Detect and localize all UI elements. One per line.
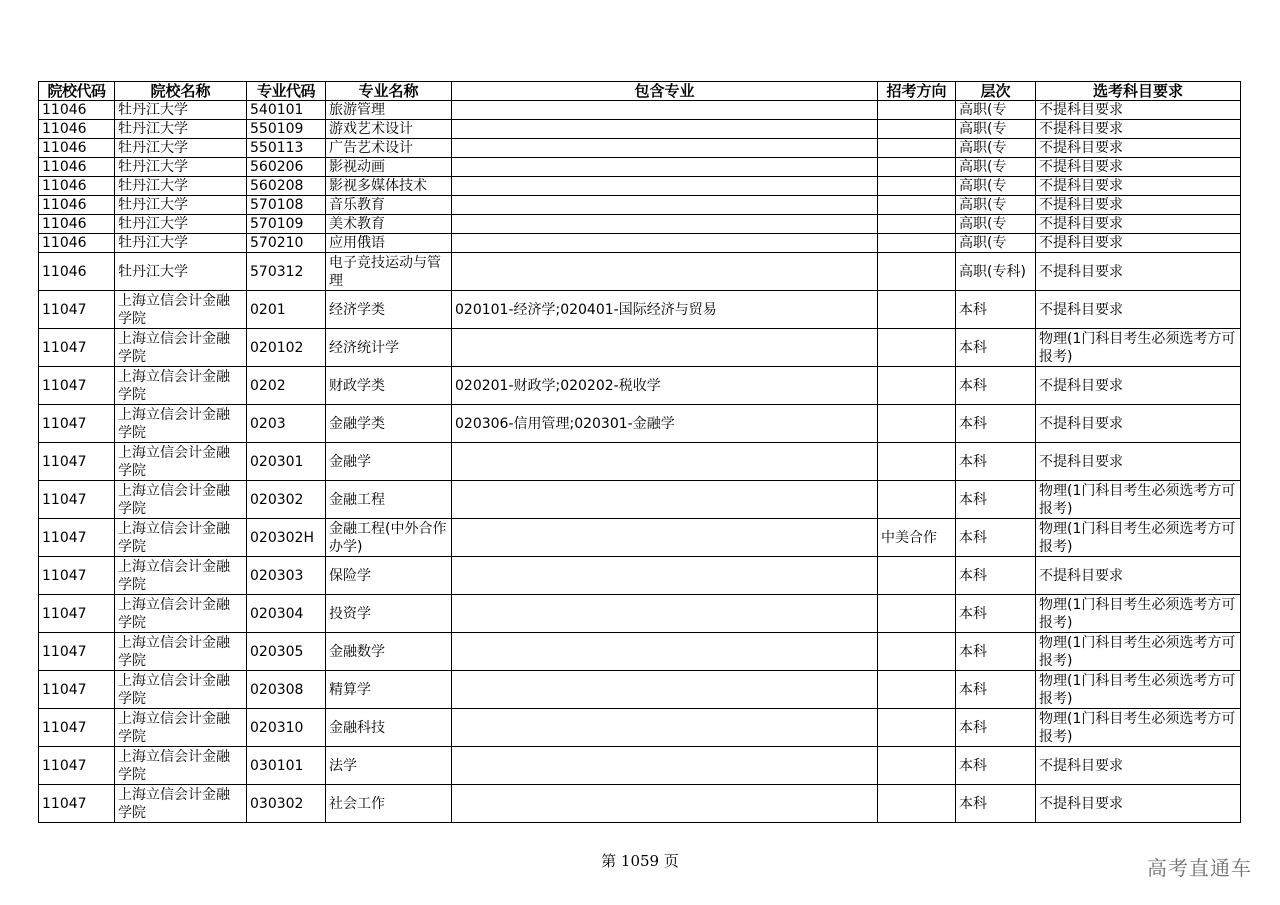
cell-school-code: 11047 [39, 405, 115, 443]
cell-subject-requirement: 物理(1门科目考生必须选考方可报考) [1036, 595, 1241, 633]
cell-major-name: 影视动画 [326, 158, 452, 177]
cell-level: 高职(专 [956, 139, 1036, 158]
cell-level: 本科 [956, 329, 1036, 367]
cell-subject-requirement: 不提科目要求 [1036, 747, 1241, 785]
cell-level: 本科 [956, 595, 1036, 633]
cell-school-name: 上海立信会计金融学院 [115, 519, 247, 557]
cell-major-code: 570108 [247, 196, 326, 215]
cell-school-name: 上海立信会计金融学院 [115, 595, 247, 633]
cell-school-name: 上海立信会计金融学院 [115, 481, 247, 519]
cell-subject-requirement: 物理(1门科目考生必须选考方可报考) [1036, 481, 1241, 519]
cell-school-name: 上海立信会计金融学院 [115, 671, 247, 709]
cell-school-name: 上海立信会计金融学院 [115, 405, 247, 443]
cell-major-name: 电子竞技运动与管理 [326, 253, 452, 291]
table-row [39, 747, 1241, 785]
cell-subject-requirement: 不提科目要求 [1036, 557, 1241, 595]
cell-major-name: 应用俄语 [326, 234, 452, 253]
table-row [39, 101, 1241, 120]
cell-major-code: 030101 [247, 747, 326, 785]
cell-direction [878, 158, 956, 177]
cell-included-majors [452, 595, 878, 633]
cell-direction [878, 443, 956, 481]
cell-included-majors [452, 196, 878, 215]
cell-subject-requirement: 不提科目要求 [1036, 196, 1241, 215]
cell-major-name: 金融数学 [326, 633, 452, 671]
cell-direction [878, 196, 956, 215]
cell-subject-requirement: 不提科目要求 [1036, 158, 1241, 177]
cell-subject-requirement: 不提科目要求 [1036, 785, 1241, 823]
header-major-code: 专业代码 [247, 82, 326, 101]
table-row [39, 709, 1241, 747]
cell-school-name: 上海立信会计金融学院 [115, 443, 247, 481]
cell-direction [878, 177, 956, 196]
cell-level: 本科 [956, 785, 1036, 823]
cell-school-code: 11046 [39, 158, 115, 177]
cell-level: 本科 [956, 633, 1036, 671]
cell-level: 本科 [956, 557, 1036, 595]
header-included-majors: 包含专业 [452, 82, 878, 101]
cell-included-majors [452, 215, 878, 234]
cell-direction [878, 120, 956, 139]
cell-major-code: 020310 [247, 709, 326, 747]
cell-direction [878, 139, 956, 158]
cell-direction [878, 557, 956, 595]
cell-major-name: 精算学 [326, 671, 452, 709]
cell-major-name: 金融学 [326, 443, 452, 481]
table-row [39, 291, 1241, 329]
cell-major-code: 560208 [247, 177, 326, 196]
cell-major-code: 020302 [247, 481, 326, 519]
cell-school-name: 上海立信会计金融学院 [115, 709, 247, 747]
cell-subject-requirement: 不提科目要求 [1036, 367, 1241, 405]
cell-school-code: 11047 [39, 519, 115, 557]
cell-major-code: 550109 [247, 120, 326, 139]
cell-level: 本科 [956, 291, 1036, 329]
table-row [39, 177, 1241, 196]
cell-major-name: 金融工程 [326, 481, 452, 519]
cell-school-code: 11047 [39, 747, 115, 785]
watermark: 高考直通车 [1147, 856, 1252, 880]
table-row [39, 595, 1241, 633]
cell-major-code: 020304 [247, 595, 326, 633]
cell-school-name: 牡丹江大学 [115, 101, 247, 120]
cell-level: 高职(专 [956, 196, 1036, 215]
cell-major-code: 0202 [247, 367, 326, 405]
cell-subject-requirement: 物理(1门科目考生必须选考方可报考) [1036, 633, 1241, 671]
cell-school-code: 11047 [39, 785, 115, 823]
cell-subject-requirement: 物理(1门科目考生必须选考方可报考) [1036, 671, 1241, 709]
cell-level: 本科 [956, 443, 1036, 481]
cell-major-code: 0203 [247, 405, 326, 443]
cell-level: 高职(专科) [956, 253, 1036, 291]
cell-school-name: 上海立信会计金融学院 [115, 291, 247, 329]
cell-level: 高职(专 [956, 215, 1036, 234]
cell-included-majors [452, 329, 878, 367]
cell-included-majors [452, 671, 878, 709]
cell-major-name: 金融学类 [326, 405, 452, 443]
cell-subject-requirement: 不提科目要求 [1036, 101, 1241, 120]
cell-major-code: 540101 [247, 101, 326, 120]
cell-direction [878, 291, 956, 329]
table-row [39, 215, 1241, 234]
cell-level: 本科 [956, 481, 1036, 519]
cell-direction [878, 234, 956, 253]
cell-school-code: 11047 [39, 329, 115, 367]
cell-included-majors [452, 633, 878, 671]
header-subject-requirement: 选考科目要求 [1036, 82, 1241, 101]
cell-included-majors [452, 785, 878, 823]
cell-major-name: 法学 [326, 747, 452, 785]
cell-major-name: 金融工程(中外合作办学) [326, 519, 452, 557]
table-body [39, 101, 1241, 823]
cell-direction [878, 405, 956, 443]
cell-direction [878, 215, 956, 234]
cell-school-code: 11047 [39, 709, 115, 747]
table-row [39, 139, 1241, 158]
table-row [39, 481, 1241, 519]
cell-level: 高职(专 [956, 101, 1036, 120]
cell-major-code: 0201 [247, 291, 326, 329]
cell-major-name: 旅游管理 [326, 101, 452, 120]
table-header-row [39, 82, 1241, 101]
cell-major-code: 550113 [247, 139, 326, 158]
cell-school-code: 11047 [39, 671, 115, 709]
cell-school-name: 牡丹江大学 [115, 196, 247, 215]
cell-major-name: 投资学 [326, 595, 452, 633]
cell-school-name: 牡丹江大学 [115, 253, 247, 291]
cell-included-majors [452, 158, 878, 177]
cell-included-majors [452, 177, 878, 196]
cell-level: 高职(专 [956, 120, 1036, 139]
cell-direction [878, 785, 956, 823]
cell-included-majors [452, 443, 878, 481]
cell-major-code: 570312 [247, 253, 326, 291]
cell-school-code: 11046 [39, 177, 115, 196]
table-row [39, 120, 1241, 139]
cell-school-name: 牡丹江大学 [115, 120, 247, 139]
cell-major-code: 020102 [247, 329, 326, 367]
cell-school-name: 上海立信会计金融学院 [115, 367, 247, 405]
cell-major-name: 财政学类 [326, 367, 452, 405]
cell-major-code: 570109 [247, 215, 326, 234]
cell-major-code: 020303 [247, 557, 326, 595]
cell-school-code: 11047 [39, 367, 115, 405]
cell-school-code: 11046 [39, 215, 115, 234]
cell-major-code: 020302H [247, 519, 326, 557]
cell-school-code: 11047 [39, 443, 115, 481]
cell-major-name: 保险学 [326, 557, 452, 595]
table-row [39, 196, 1241, 215]
cell-school-name: 上海立信会计金融学院 [115, 557, 247, 595]
cell-school-code: 11047 [39, 291, 115, 329]
cell-direction [878, 633, 956, 671]
header-major-name: 专业名称 [326, 82, 452, 101]
cell-included-majors [452, 747, 878, 785]
cell-school-code: 11047 [39, 481, 115, 519]
cell-included-majors [452, 709, 878, 747]
cell-included-majors [452, 139, 878, 158]
cell-school-name: 牡丹江大学 [115, 158, 247, 177]
cell-direction: 中美合作 [878, 519, 956, 557]
header-school-code: 院校代码 [39, 82, 115, 101]
cell-level: 高职(专 [956, 158, 1036, 177]
table-row [39, 253, 1241, 291]
cell-subject-requirement: 不提科目要求 [1036, 177, 1241, 196]
cell-subject-requirement: 不提科目要求 [1036, 234, 1241, 253]
table-row [39, 443, 1241, 481]
cell-included-majors [452, 557, 878, 595]
table-row [39, 633, 1241, 671]
cell-school-name: 牡丹江大学 [115, 177, 247, 196]
cell-included-majors [452, 101, 878, 120]
cell-school-code: 11046 [39, 139, 115, 158]
cell-subject-requirement: 不提科目要求 [1036, 443, 1241, 481]
cell-school-name: 上海立信会计金融学院 [115, 329, 247, 367]
header-school-name: 院校名称 [115, 82, 247, 101]
cell-school-code: 11046 [39, 101, 115, 120]
cell-school-name: 上海立信会计金融学院 [115, 785, 247, 823]
cell-major-code: 570210 [247, 234, 326, 253]
cell-major-code: 020308 [247, 671, 326, 709]
cell-level: 本科 [956, 519, 1036, 557]
cell-major-name: 美术教育 [326, 215, 452, 234]
cell-level: 本科 [956, 405, 1036, 443]
table-row [39, 785, 1241, 823]
cell-direction [878, 709, 956, 747]
cell-subject-requirement: 不提科目要求 [1036, 120, 1241, 139]
cell-major-name: 游戏艺术设计 [326, 120, 452, 139]
cell-subject-requirement: 不提科目要求 [1036, 215, 1241, 234]
cell-school-code: 11047 [39, 595, 115, 633]
cell-level: 本科 [956, 367, 1036, 405]
table-row [39, 519, 1241, 557]
cell-major-code: 030302 [247, 785, 326, 823]
cell-direction [878, 747, 956, 785]
cell-major-name: 经济学类 [326, 291, 452, 329]
cell-major-code: 020301 [247, 443, 326, 481]
cell-subject-requirement: 物理(1门科目考生必须选考方可报考) [1036, 709, 1241, 747]
cell-school-name: 上海立信会计金融学院 [115, 633, 247, 671]
cell-school-code: 11046 [39, 120, 115, 139]
table-row [39, 557, 1241, 595]
admissions-table [38, 81, 1241, 823]
cell-school-code: 11047 [39, 633, 115, 671]
table-row [39, 158, 1241, 177]
cell-direction [878, 329, 956, 367]
cell-direction [878, 481, 956, 519]
table-row [39, 671, 1241, 709]
table-row [39, 234, 1241, 253]
cell-school-code: 11046 [39, 234, 115, 253]
cell-major-name: 社会工作 [326, 785, 452, 823]
cell-school-name: 牡丹江大学 [115, 215, 247, 234]
cell-subject-requirement: 不提科目要求 [1036, 291, 1241, 329]
page-number: 第 1059 页 [601, 852, 679, 870]
cell-direction [878, 101, 956, 120]
cell-level: 高职(专 [956, 177, 1036, 196]
cell-major-name: 金融科技 [326, 709, 452, 747]
cell-school-name: 牡丹江大学 [115, 139, 247, 158]
cell-included-majors [452, 253, 878, 291]
cell-included-majors: 020201-财政学;020202-税收学 [452, 367, 878, 405]
cell-level: 本科 [956, 709, 1036, 747]
cell-major-name: 影视多媒体技术 [326, 177, 452, 196]
cell-major-code: 020305 [247, 633, 326, 671]
header-direction: 招考方向 [878, 82, 956, 101]
header-level: 层次 [956, 82, 1036, 101]
cell-subject-requirement: 不提科目要求 [1036, 405, 1241, 443]
cell-level: 本科 [956, 747, 1036, 785]
cell-subject-requirement: 物理(1门科目考生必须选考方可报考) [1036, 329, 1241, 367]
cell-included-majors [452, 481, 878, 519]
cell-included-majors: 020306-信用管理;020301-金融学 [452, 405, 878, 443]
cell-level: 高职(专 [956, 234, 1036, 253]
cell-subject-requirement: 不提科目要求 [1036, 139, 1241, 158]
table-row [39, 329, 1241, 367]
cell-included-majors: 020101-经济学;020401-国际经济与贸易 [452, 291, 878, 329]
cell-major-name: 经济统计学 [326, 329, 452, 367]
cell-major-code: 560206 [247, 158, 326, 177]
cell-included-majors [452, 519, 878, 557]
cell-school-code: 11047 [39, 557, 115, 595]
cell-school-name: 牡丹江大学 [115, 234, 247, 253]
cell-subject-requirement: 物理(1门科目考生必须选考方可报考) [1036, 519, 1241, 557]
cell-school-code: 11046 [39, 253, 115, 291]
cell-level: 本科 [956, 671, 1036, 709]
cell-major-name: 音乐教育 [326, 196, 452, 215]
cell-subject-requirement: 不提科目要求 [1036, 253, 1241, 291]
table-row [39, 367, 1241, 405]
cell-direction [878, 671, 956, 709]
table-row [39, 405, 1241, 443]
cell-direction [878, 595, 956, 633]
cell-included-majors [452, 234, 878, 253]
cell-school-code: 11046 [39, 196, 115, 215]
cell-included-majors [452, 120, 878, 139]
cell-school-name: 上海立信会计金融学院 [115, 747, 247, 785]
cell-direction [878, 253, 956, 291]
cell-major-name: 广告艺术设计 [326, 139, 452, 158]
cell-direction [878, 367, 956, 405]
